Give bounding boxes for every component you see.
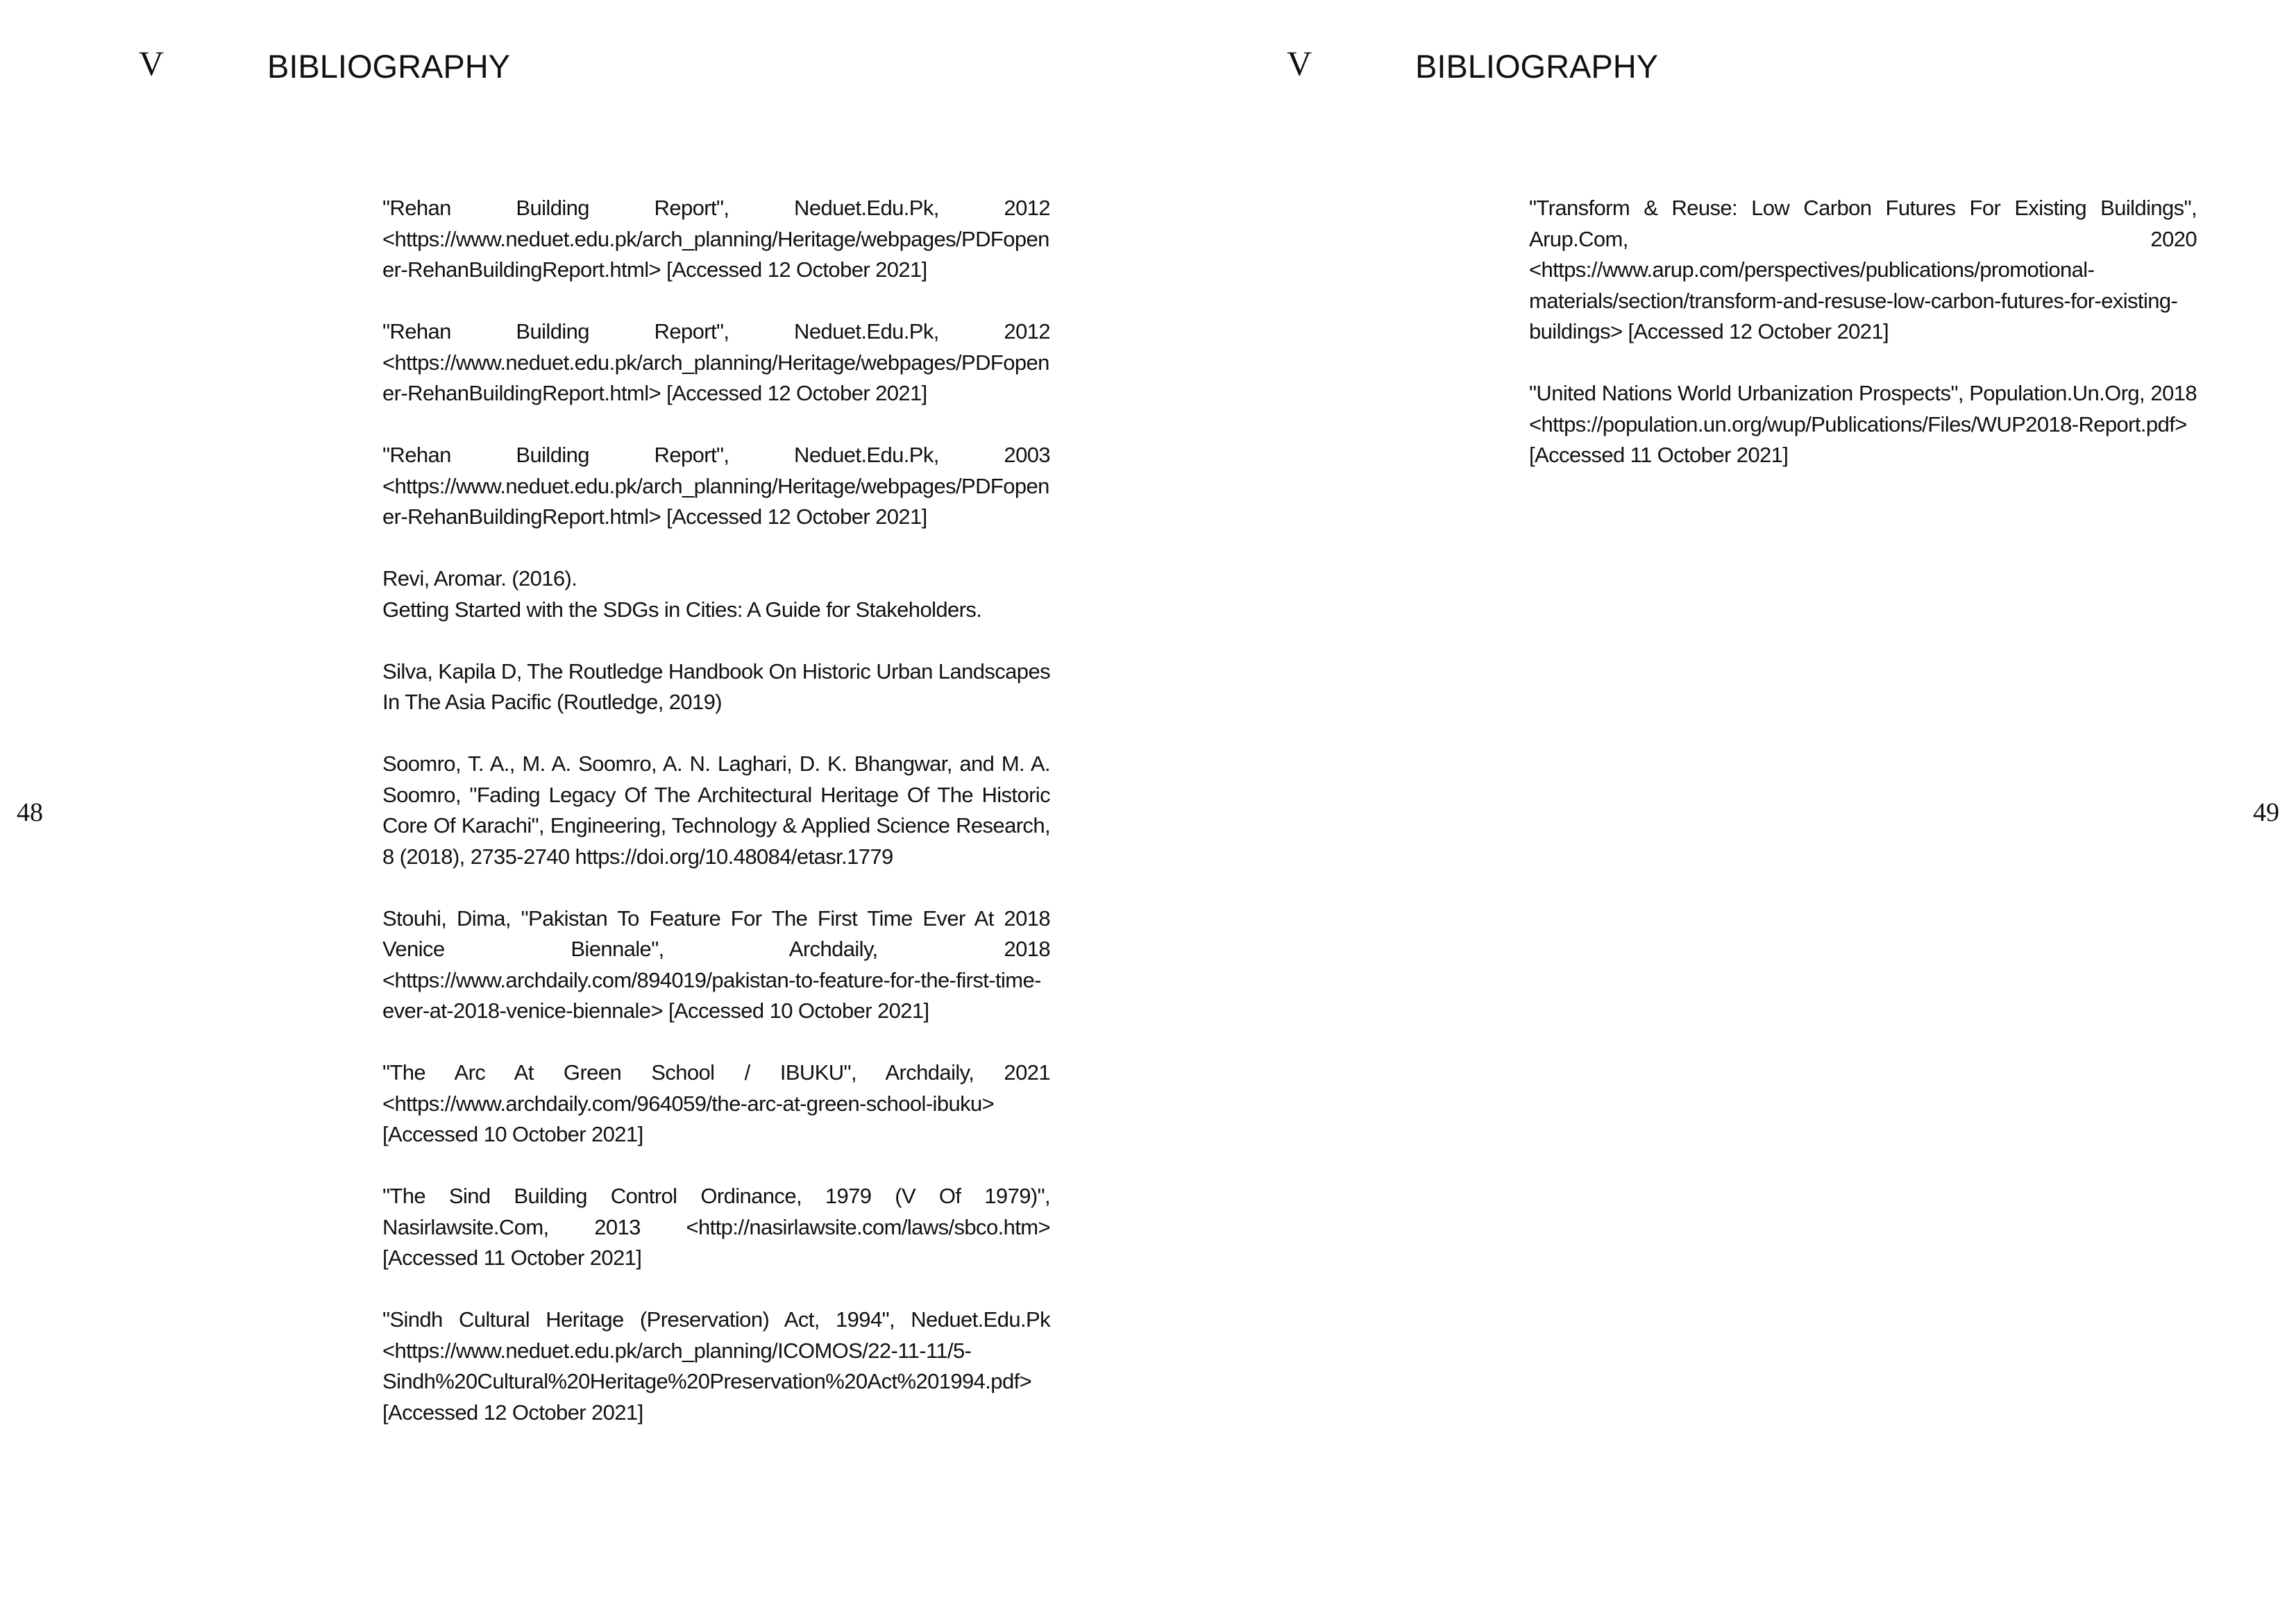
bibliography-entry: "Transform & Reuse: Low Carbon Futures For Existing Buildings", Arup.Com, 2020 <https://www.arup.com/perspectives/publications/promotional-materials/section/transform-and-resuse-low-carbon-futures-for-existing-buildings> [Accessed 12 October 2021] [1529,196,2197,343]
bibliography-list [382,193,1050,1459]
bibliography-entry: Silva, Kapila D, The Routledge Handbook On Historic Urban Landscapes In The Asia Pacific (Routledge, 2019) [382,658,1050,714]
bibliography-list [1529,193,2197,502]
right-page [1148,0,2296,1623]
bibliography-entry: Stouhi, Dima, "Pakistan To Feature For The First Time Ever At 2018 Venice Biennale", Archdaily, 2018 <https://www.archdaily.com/894019/pakistan-to-feature-for-the-first-time-ever-at-2018-venice-biennale> [Accessed 10 October 2021] [382,906,1050,1023]
bibliography-entry: "Rehan Building Report", Neduet.Edu.Pk, 2003 <https://www.neduet.edu.pk/arch_planning/Heritage/webpages/PDFopener-RehanBuildingReport.html> [Accessed 12 October 2021] [382,443,1050,529]
chapter-numeral: V [1287,44,1312,83]
bibliography-entry: "The Arc At Green School / IBUKU", Archdaily, 2021 <https://www.archdaily.com/964059/the-arc-at-green-school-ibuku> [Accessed 10 October 2021] [382,1060,1050,1146]
bibliography-entry: Soomro, T. A., M. A. Soomro, A. N. Laghari, D. K. Bhangwar, and M. A. Soomro, "Fading Legacy Of The Architectural Heritage Of The Historic Core Of Karachi", Engineering, Technology & Applied Science Research, 8 (2018), 2735-2740 https://doi.org/10.48084/etasr.1779 [382,751,1050,869]
chapter-title: BIBLIOGRAPHY [267,48,510,85]
bibliography-entry: "Rehan Building Report", Neduet.Edu.Pk, 2012 <https://www.neduet.edu.pk/arch_planning/Heritage/webpages/PDFopener-RehanBuildingReport.html> [Accessed 12 October 2021] [382,319,1050,405]
bibliography-entry: Revi, Aromar. (2016). Getting Started with the SDGs in Cities: A Guide for Stakeholders. [382,566,982,622]
chapter-numeral: V [139,44,164,83]
bibliography-entry: "Sindh Cultural Heritage (Preservation) Act, 1994", Neduet.Edu.Pk <https://www.neduet.edu.pk/arch_planning/ICOMOS/22-11-11/5-Sindh%20Cultural%20Heritage%20Preservation%20Act%201994.pdf> [Accessed 12 October 2021] [382,1307,1050,1425]
page-number: 49 [2253,798,2279,827]
page-number: 48 [17,798,43,827]
bibliography-entry: "Rehan Building Report", Neduet.Edu.Pk, 2012 <https://www.neduet.edu.pk/arch_planning/Heritage/webpages/PDFopener-RehanBuildingReport.html> [Accessed 12 October 2021] [382,196,1050,282]
bibliography-entry: "The Sind Building Control Ordinance, 1979 (V Of 1979)", Nasirlawsite.Com, 2013 <http://nasirlawsite.com/laws/sbco.htm> [Accessed 11 October 2021] [382,1184,1050,1270]
bibliography-entry: "United Nations World Urbanization Prospects", Population.Un.Org, 2018 <https://population.un.org/wup/Publications/Files/WUP2018-Report.pdf> [Accessed 11 October 2021] [1529,381,2197,467]
chapter-title: BIBLIOGRAPHY [1415,48,1658,85]
